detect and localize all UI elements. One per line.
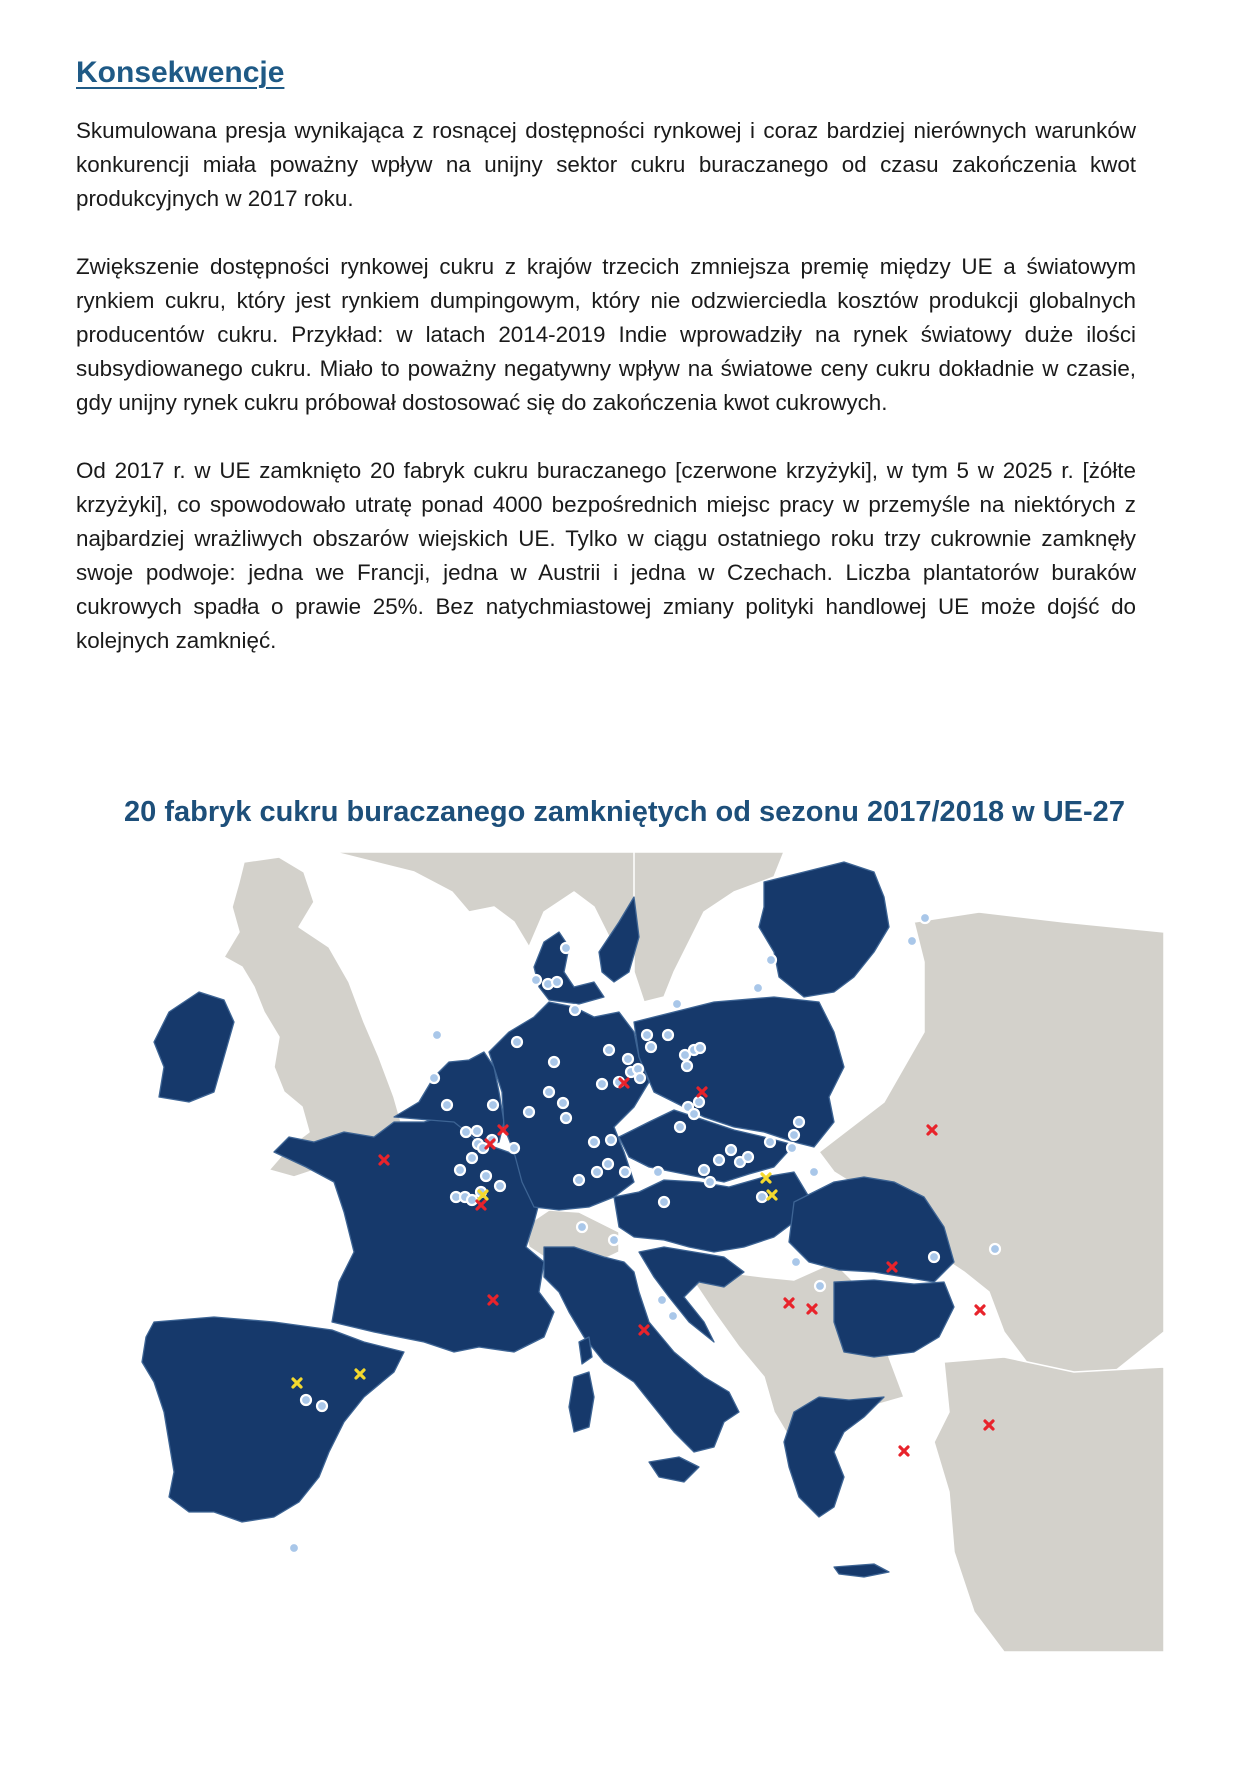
map-title: 20 fabryk cukru buraczanego zamkniętych od sezonu 2017/2018 w UE-27: [124, 796, 1125, 828]
paragraph-2: Zwiększenie dostępności rynkowej cukru z krajów trzecich zmniejsza premię między UE a światowym rynkiem cukru, który jest rynkiem dumpingowym, który nie odzwierciedla kosztów produkcji globalnych producentów cukru. Przykład: w latach 2014-2019 Indie wprowadziły na rynek światowy duże ilości subsydiowanego cukru. Miało to poważny negatywny wpływ na światowe ceny cukru dokładnie w czasie, gdy unijny rynek cukru próbował dostosować się do zakończenia kwot cukrowych.: [76, 254, 1136, 415]
factory-dot: [714, 1155, 724, 1165]
factory-dot: [609, 1235, 619, 1245]
factory-dot: [623, 1054, 633, 1064]
factory-dot: [794, 1117, 804, 1127]
factory-dot: [472, 1126, 482, 1136]
factory-dot: [699, 1165, 709, 1175]
factory-dot: [577, 1222, 587, 1232]
factory-dot: [512, 1037, 522, 1047]
factory-dot: [544, 1087, 554, 1097]
factory-dot: [592, 1167, 602, 1177]
europe-map-svg: [74, 852, 1164, 1652]
factory-dot: [757, 1192, 767, 1202]
europe-map: [74, 852, 1164, 1652]
factory-dot: [694, 1097, 704, 1107]
factory-dot: [809, 1167, 819, 1177]
factory-dot: [531, 975, 541, 985]
factory-dot: [488, 1100, 498, 1110]
factory-dot: [726, 1145, 736, 1155]
factory-dot: [620, 1167, 630, 1177]
factory-dot: [695, 1043, 705, 1053]
factory-dot: [606, 1135, 616, 1145]
factory-dot: [597, 1079, 607, 1089]
factory-dot: [657, 1295, 667, 1305]
factory-dot: [549, 1057, 559, 1067]
factory-dot: [467, 1153, 477, 1163]
paragraph-3: Od 2017 r. w UE zamknięto 20 fabryk cukru buraczanego [czerwone krzyżyki], w tym 5 w 2025 r. [żółte krzyżyki], co spowodowało utratę ponad 4000 bezpośrednich miejsc pracy w przemyśle na niektórych z najbardziej wrażliwych obszarów wiejskich UE. Tylko w ciągu ostatniego roku trzy cukrownie zamknęły swoje podwoje: jedna we Francji, jedna w Austrii i jedna w Czechach. Liczba plantatorów buraków cukrowych spadła o prawie 25%. Bez natychmiastowej zmiany polityki handlowej UE może dojść do kolejnych zamknięć.: [76, 458, 1136, 653]
factory-dot: [442, 1100, 452, 1110]
factory-dot: [481, 1171, 491, 1181]
factory-dot: [689, 1109, 699, 1119]
factory-dot: [743, 1152, 753, 1162]
sardinia-shape: [569, 1372, 594, 1432]
factory-dot: [570, 1005, 580, 1015]
factory-dot: [789, 1130, 799, 1140]
factory-dot: [682, 1061, 692, 1071]
factory-dot: [766, 955, 776, 965]
factory-dot: [653, 1167, 663, 1177]
factory-dot: [815, 1281, 825, 1291]
factory-dot: [787, 1143, 797, 1153]
factory-dot: [705, 1177, 715, 1187]
factory-dot: [467, 1195, 477, 1205]
factory-dot: [429, 1073, 439, 1083]
factory-dot: [642, 1030, 652, 1040]
factory-dot: [432, 1030, 442, 1040]
factory-dot: [524, 1107, 534, 1117]
factory-dot: [672, 999, 682, 1009]
factory-dot: [495, 1181, 505, 1191]
factory-dot: [907, 936, 917, 946]
factory-dot: [317, 1401, 327, 1411]
factory-dot: [990, 1244, 1000, 1254]
factory-dot: [301, 1395, 311, 1405]
factory-dot: [561, 1113, 571, 1123]
factory-dot: [455, 1165, 465, 1175]
factory-dot: [604, 1045, 614, 1055]
document-page: [76, 56, 1136, 692]
factory-dot: [461, 1127, 471, 1137]
paragraph-1: Skumulowana presja wynikająca z rosnącej dostępności rynkowej i coraz bardziej nierównych warunków konkurencji miała poważny wpływ na unijny sektor cukru buraczanego od czasu zakończenia kwot produkcyjnych w 2017 roku.: [76, 118, 1136, 211]
factory-dot: [663, 1030, 673, 1040]
factory-dot: [646, 1042, 656, 1052]
factory-dot: [635, 1073, 645, 1083]
factory-dot: [509, 1143, 519, 1153]
factory-dot: [765, 1137, 775, 1147]
factory-dot: [659, 1197, 669, 1207]
section-heading: Konsekwencje: [76, 56, 285, 89]
factory-dot: [753, 983, 763, 993]
factory-dot: [558, 1098, 568, 1108]
factory-dot: [574, 1175, 584, 1185]
factory-dot: [668, 1311, 678, 1321]
factory-dot: [589, 1137, 599, 1147]
factory-dot: [603, 1159, 613, 1169]
factory-dot: [552, 977, 562, 987]
factory-dot: [289, 1543, 299, 1553]
factory-dot: [920, 913, 930, 923]
factory-dot: [791, 1257, 801, 1267]
factory-dot: [929, 1252, 939, 1262]
factory-dot: [675, 1122, 685, 1132]
factory-dot: [561, 943, 571, 953]
